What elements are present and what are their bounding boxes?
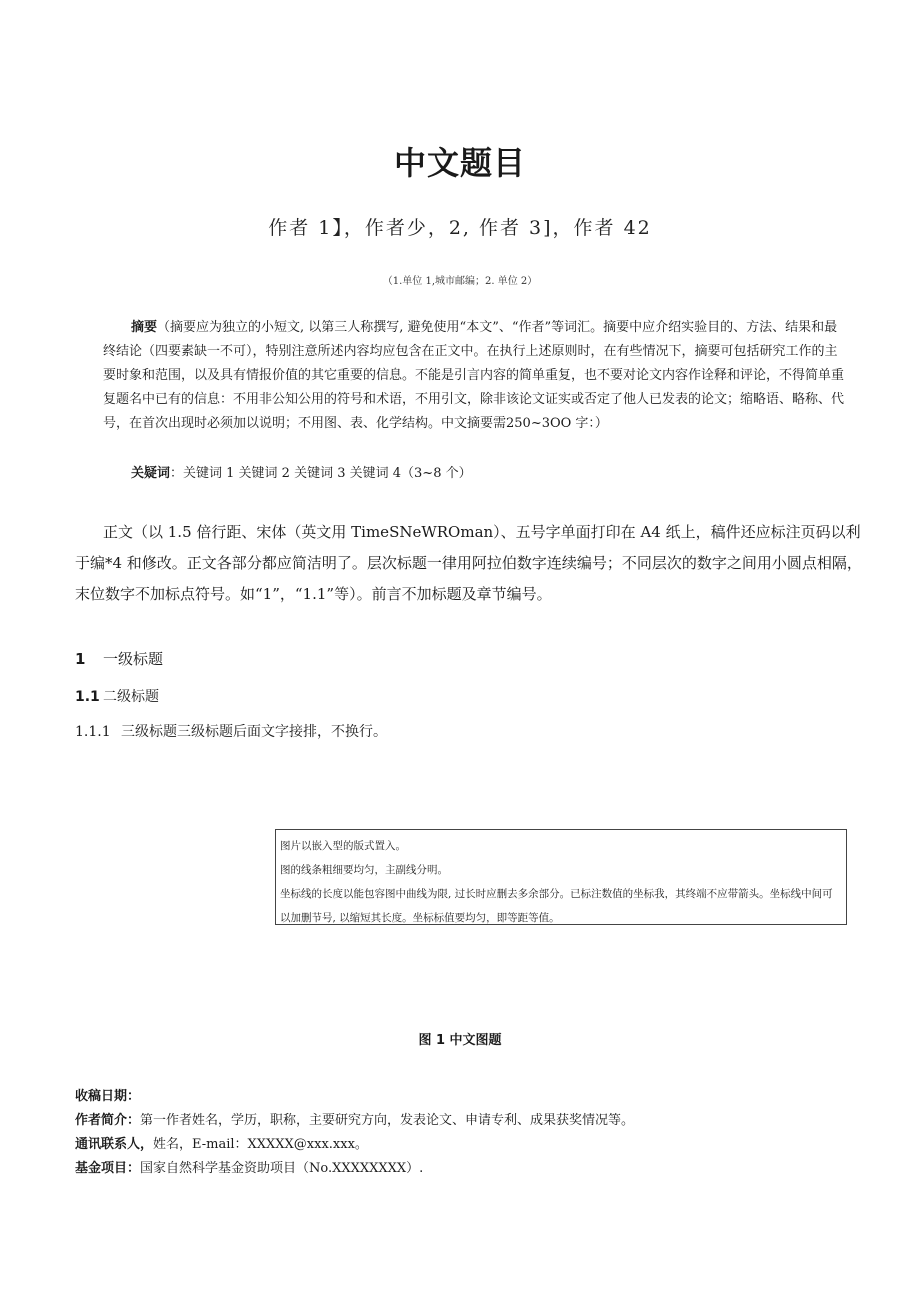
contact-label: 通讯联系人， — [75, 1137, 154, 1152]
heading-number: 1.1 — [75, 689, 100, 705]
keywords-text: ：关键词 1 关键词 2 关键词 3 关键词 4（3~8 个） — [170, 466, 472, 481]
fund-label: 基金项目： — [75, 1161, 141, 1176]
heading-level-2 — [75, 686, 159, 706]
abstract-section — [103, 316, 848, 436]
bio-label: 作者简介： — [75, 1113, 141, 1128]
figure-note-line: 以加删节号, 以缩短其长度。坐标标值要均匀，即等距等值。 — [280, 912, 560, 924]
keywords-section — [131, 462, 472, 481]
received-date-line — [75, 1085, 634, 1109]
author-list: 作者 1】，作者少，2, 作者 3]，作者 42 — [268, 217, 652, 239]
heading-number: 1 — [75, 650, 86, 668]
figure-caption: 图 1 中文图题 — [418, 1033, 502, 1048]
contact-text: 姓名，E-mail：XXXXX@xxx.xxx。 — [153, 1137, 368, 1152]
contact-line — [75, 1133, 634, 1157]
body-paragraph: 正文（以 1.5 倍行距、宋体（英文用 TimeSNeWROman）、五号字单面打印在 A4 纸上，稿件还应标注页码以利于编*4 和修改。正文各部分都应简洁明了。层次标题一律用阿拉伯数字连续编号；不同层次的数字之间用小圆点相隔，末位数字不加标点符号。如“1”，“1.1”等）。前言不加标题及章节编号。 — [75, 523, 862, 603]
heading-text: 三级标题三级标题后面文字接排，不换行。 — [121, 724, 387, 740]
fund-line — [75, 1157, 634, 1181]
heading-level-1 — [75, 648, 163, 669]
abstract-text: （摘要应为独立的小短文, 以第三人称撰写, 避免使用“本文”、“作者”等词汇。摘要中应介绍实验目的、方法、结果和最终结论（四要素缺一不可），特别注意所述内容均应包含在正文中。在执行上述原则时，在有些情况下，摘要可包括研究工作的主要时象和范围，以及具有情报价值的其它重要的信息。不能是引言内容的简单重复，也不要对论文内容作诠释和评论，不得简单重复题名中已有的信息：不用非公知公用的符号和术语，不用引文，除非该论文证实或否定了他人已发表的论文；缩略语、略称、代号，在首次出现时必须加以说明；不用图、表、化学结构。中文摘要需250~3OO 字：） — [103, 320, 845, 431]
footnote-section — [75, 1085, 634, 1181]
abstract-label: 摘要 — [131, 320, 158, 335]
heading-number: 1.1.1 — [75, 724, 111, 740]
heading-text: 二级标题 — [103, 689, 159, 705]
figure-placeholder-box — [275, 829, 847, 925]
author-bio-line — [75, 1109, 634, 1133]
affiliations: （1.单位 1,城市邮编；2. 单位 2） — [382, 276, 538, 287]
received-label: 收稿日期： — [75, 1089, 141, 1104]
bio-text: 第一作者姓名，学历，职称，主要研究方向，发表论文、申请专利、成果获奖情况等。 — [140, 1113, 635, 1128]
heading-level-3 — [75, 721, 387, 741]
heading-text: 一级标题 — [103, 650, 164, 668]
body-section — [75, 517, 865, 610]
figure-note-line: 图的线条粗细要均匀，主副线分明。 — [280, 864, 448, 876]
figure-note-line: 坐标线的长度以能包容图中曲线为限, 过长时应删去多余部分。已标注数值的坐标我，其终端不应带箭头。坐标线中间可 — [280, 888, 833, 900]
figure-note-line: 图片以嵌入型的版式置入。 — [280, 840, 406, 852]
fund-text: 国家自然科学基金资助项目（No.XXXXXXXX）. — [140, 1161, 424, 1176]
keywords-label: 关疑词 — [131, 466, 171, 481]
paper-title: 中文题目 — [393, 144, 526, 182]
